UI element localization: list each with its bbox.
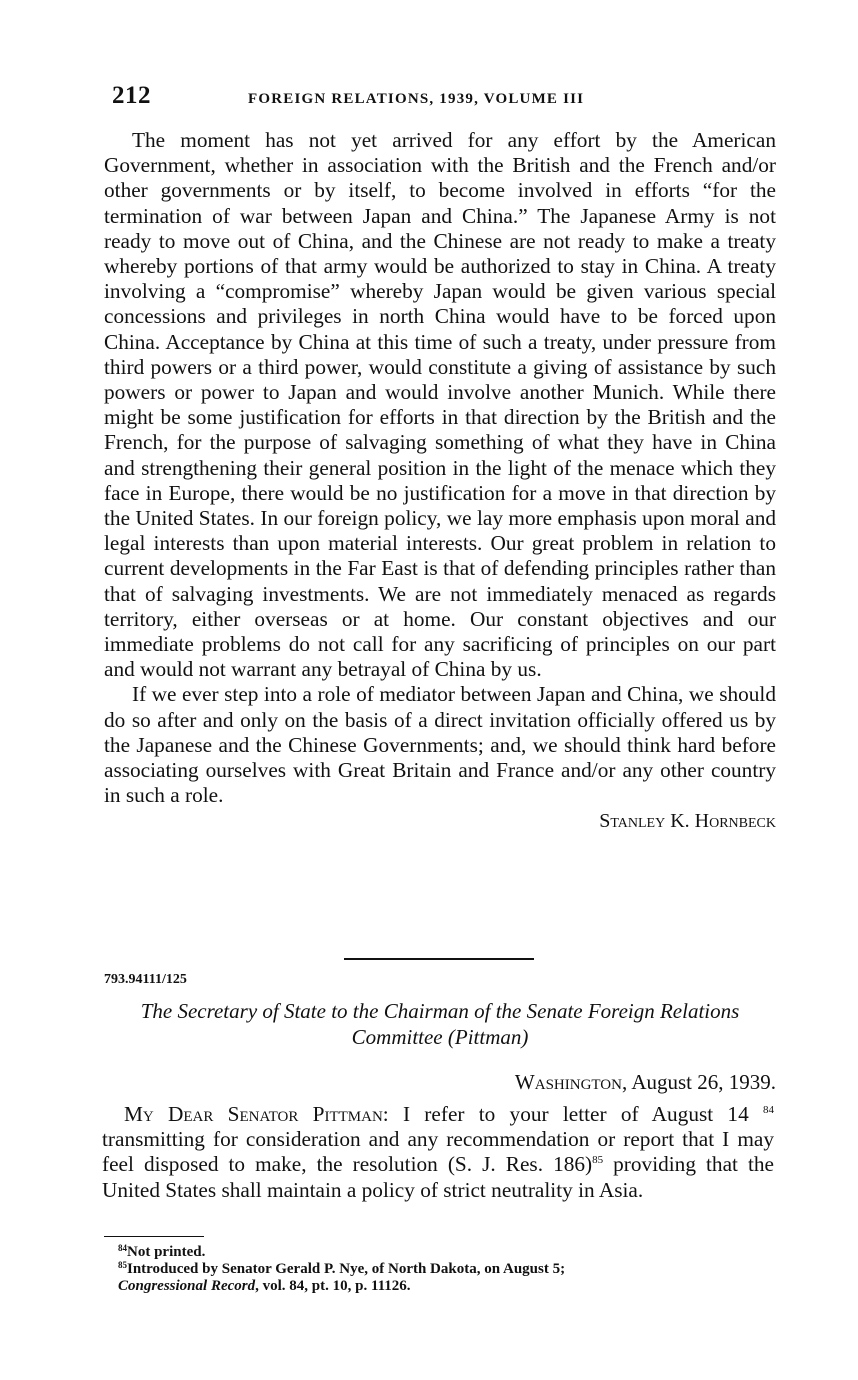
memorandum-body	[104, 128, 776, 835]
page-header	[112, 82, 776, 122]
footnote-source: , vol. 84, pt. 10, p. 11126.	[255, 1278, 411, 1294]
footnote-text: Not printed.	[127, 1244, 206, 1260]
document-heading: The Secretary of State to the Chairman of the Senate Foreign Relations Committee (Pittman)	[140, 999, 740, 1049]
letter-text: providing that the United States shall maintain a policy of strict neutrality in Asia.	[102, 1152, 774, 1202]
dateline	[515, 1070, 776, 1095]
footnote-number: 85	[118, 1260, 127, 1270]
dateline-place: Washington,	[514, 1070, 628, 1094]
footnote-ref: 85	[592, 1154, 604, 1167]
dateline-date: August 26, 1939.	[631, 1070, 776, 1094]
footnote-text: Introduced by Senator Gerald P. Nye, of North Dakota, on August 5;	[127, 1261, 566, 1277]
memo-paragraph: The moment has not yet arrived for any effort by the American Government, whether in association with the British and the French and/or other governments or by itself, to become involved in efforts “for the termination of war between Japan and China.” The Japanese Army is not ready to move out of China, and the Chinese are not ready to make a treaty whereby portions of that army would be authorized to stay in China. A treaty involving a “compromise” whereby Japan would be given various special concessions and privileges in north China would have to be forced upon China. Acceptance by China at this time of such a treaty, under pressure from third powers or a third power, would constitute a giving of assistance by such powers or power to Japan and would involve another Munich. While there might be some justification for efforts in that direction by the British and the French, for the purpose of salvaging something of what they have in China and strengthening their general position in the light of the menace which they face in Europe, there would be no justification for a move in that direction by the United States. In our foreign policy, we lay more emphasis upon moral and legal interests than upon material interests. Our great problem in relation to current developments in the Far East is that of defending principles rather than that of salvaging investments. We are not immediately menaced as regards territory, either overseas or at home. Our constant objectives and our immediate problems do not call for any sacrificing of principles on our part and would not warrant any betrayal of China by us.	[104, 128, 776, 682]
salutation: My Dear Senator Pittman:	[124, 1102, 389, 1126]
footnote-number: 84	[118, 1243, 127, 1253]
running-head: FOREIGN RELATIONS, 1939, VOLUME III	[248, 91, 585, 107]
letter-paragraph	[102, 1102, 774, 1203]
letter-text: transmitting for consideration and any recommendation or report that I may feel disposed to make, the resolution (S. J. Res. 186)	[102, 1127, 774, 1177]
footnote-ref: 84	[762, 1104, 774, 1116]
footnotes	[104, 1244, 772, 1295]
footnote	[104, 1244, 772, 1261]
letter-body	[102, 1102, 774, 1203]
file-number: 793.94111/125	[104, 972, 187, 987]
memo-paragraph: If we ever step into a role of mediator between Japan and China, we should do so after and only on the basis of a direct invitation officially offered us by the Japanese and the Chinese Governments; and, we should think hard before associating ourselves with Great Britain and France and/or any other country in such a role.	[104, 682, 776, 808]
letter-text: I refer to your letter of August 14	[402, 1102, 749, 1126]
signature: Stanley K. Hornbeck	[599, 810, 776, 833]
footnote	[104, 1261, 772, 1295]
section-divider	[344, 958, 534, 960]
footnote-divider	[104, 1236, 204, 1237]
footnote-source-title: Congressional Record	[118, 1278, 256, 1294]
page-number: 212	[112, 82, 151, 109]
